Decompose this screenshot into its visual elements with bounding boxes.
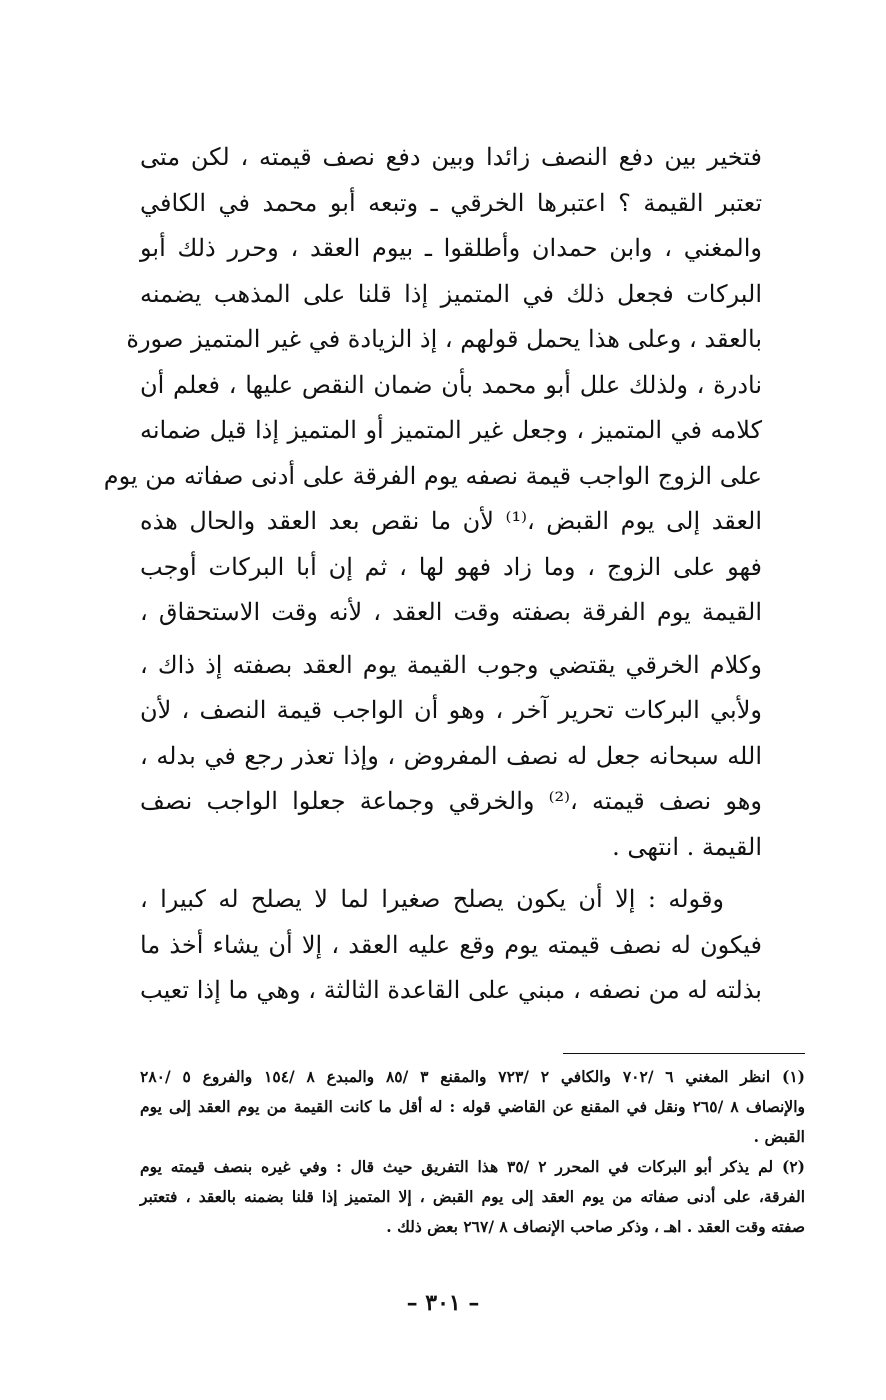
paragraph-gap: [140, 870, 762, 877]
text-line: وهو نصف قيمته ،⁽²⁾ والخرقي وجماعة جعلوا الواجب نصف: [140, 787, 762, 815]
footnote-line: صفته وقت العقد . اهـ ، وذكر صاحب الإنصاف ٨ /٢٦٧ بعض ذلك .: [386, 1217, 805, 1236]
text-line: كلامه في المتميز ، وجعل غير المتميز أو المتميز إذا قيل ضمانه: [140, 416, 762, 444]
text-line: القيمة يوم الفرقة بصفته وقت العقد ، لأنه وقت الاستحقاق ،: [140, 598, 762, 626]
paragraph-3: [140, 877, 762, 1014]
footnote-line: (١) انظر المغني ٦ /٧٠٢ والكافي ٢ /٧٢٣ والمقنع ٣ /٨٥ والمبدع ٨ /١٥٤ والفروع ٥ /٢٨٠: [140, 1067, 805, 1086]
text-line: ولأبي البركات تحرير آخر ، وهو أن الواجب قيمة النصف ، لأن: [140, 696, 762, 724]
text-line: القيمة . انتهى .: [612, 832, 762, 861]
main-text: [103, 135, 763, 1014]
text-line: وقوله : إلا أن يكون يصلح صغيرا لما لا يصلح له كبيرا ،: [140, 885, 724, 913]
text-line: وكلام الخرقي يقتضي وجوب القيمة يوم العقد بصفته إذ ذاك ،: [140, 650, 762, 679]
text-line: بذلته له من نصفه ، مبني على القاعدة الثالثة ، وهي ما إذا تعيب: [140, 976, 762, 1004]
footnote-line: الفرقة، على أدنى صفاته من يوم العقد إلى يوم القبض ، إلا المتميز إذا قلنا بضمنه بالعقد ، فتعتبر: [140, 1187, 805, 1206]
text-line: تعتبر القيمة ؟ اعتبرها الخرقي ـ وتبعه أبو محمد في الكافي: [140, 188, 763, 217]
text-line: على الزوج الواجب قيمة نصفه يوم الفرقة على أدنى صفاته من يوم: [103, 461, 762, 490]
text-line: والمغني ، وابن حمدان وأطلقوا ـ بيوم العقد ، وحرر ذلك أبو: [140, 234, 762, 262]
footnote-line: القبض .: [753, 1127, 805, 1146]
footnote-separator: [563, 1053, 805, 1054]
footnote-line: والإنصاف ٨ /٢٦٥ ونقل في المقنع عن القاضي قوله : له أقل ما كانت القيمة من يوم العقد إلى يوم: [140, 1097, 805, 1116]
paragraph-2: [140, 643, 762, 871]
text-line: بالعقد ، وعلى هذا يحمل قولهم ، إذ الزيادة في غير المتميز صورة: [126, 325, 762, 353]
footnotes: [140, 1062, 805, 1242]
text-line: فتخير بين دفع النصف زائدا وبين دفع نصف قيمته ، لكن متى: [140, 143, 762, 171]
paragraph-gap: [140, 636, 762, 643]
page-number: – ٣٠١ –: [406, 1290, 480, 1316]
text-line: العقد إلى يوم القبض ،⁽¹⁾ لأن ما نقص بعد العقد والحال هذه: [140, 507, 762, 535]
text-line: فيكون له نصف قيمته يوم وقع عليه العقد ، إلا أن يشاء أخذ ما: [140, 930, 762, 959]
text-line: الله سبحانه جعل له نصف المفروض ، وإذا تعذر رجع في بدله ،: [140, 741, 762, 770]
paragraph-1: [103, 135, 763, 636]
text-line: البركات فجعل ذلك في المتميز إذا قلنا على المذهب يضمنه: [140, 279, 762, 308]
text-line: فهو على الزوج ، وما زاد فهو لها ، ثم إن أبا البركات أوجب: [140, 552, 762, 581]
text-line: نادرة ، ولذلك علل أبو محمد بأن ضمان النقص عليها ، فعلم أن: [140, 370, 762, 399]
footnote-line: (٢) لم يذكر أبو البركات في المحرر ٢ /٣٥ هذا التفريق حيث قال : وفي غيره بنصف قيمته يوم: [140, 1157, 806, 1176]
